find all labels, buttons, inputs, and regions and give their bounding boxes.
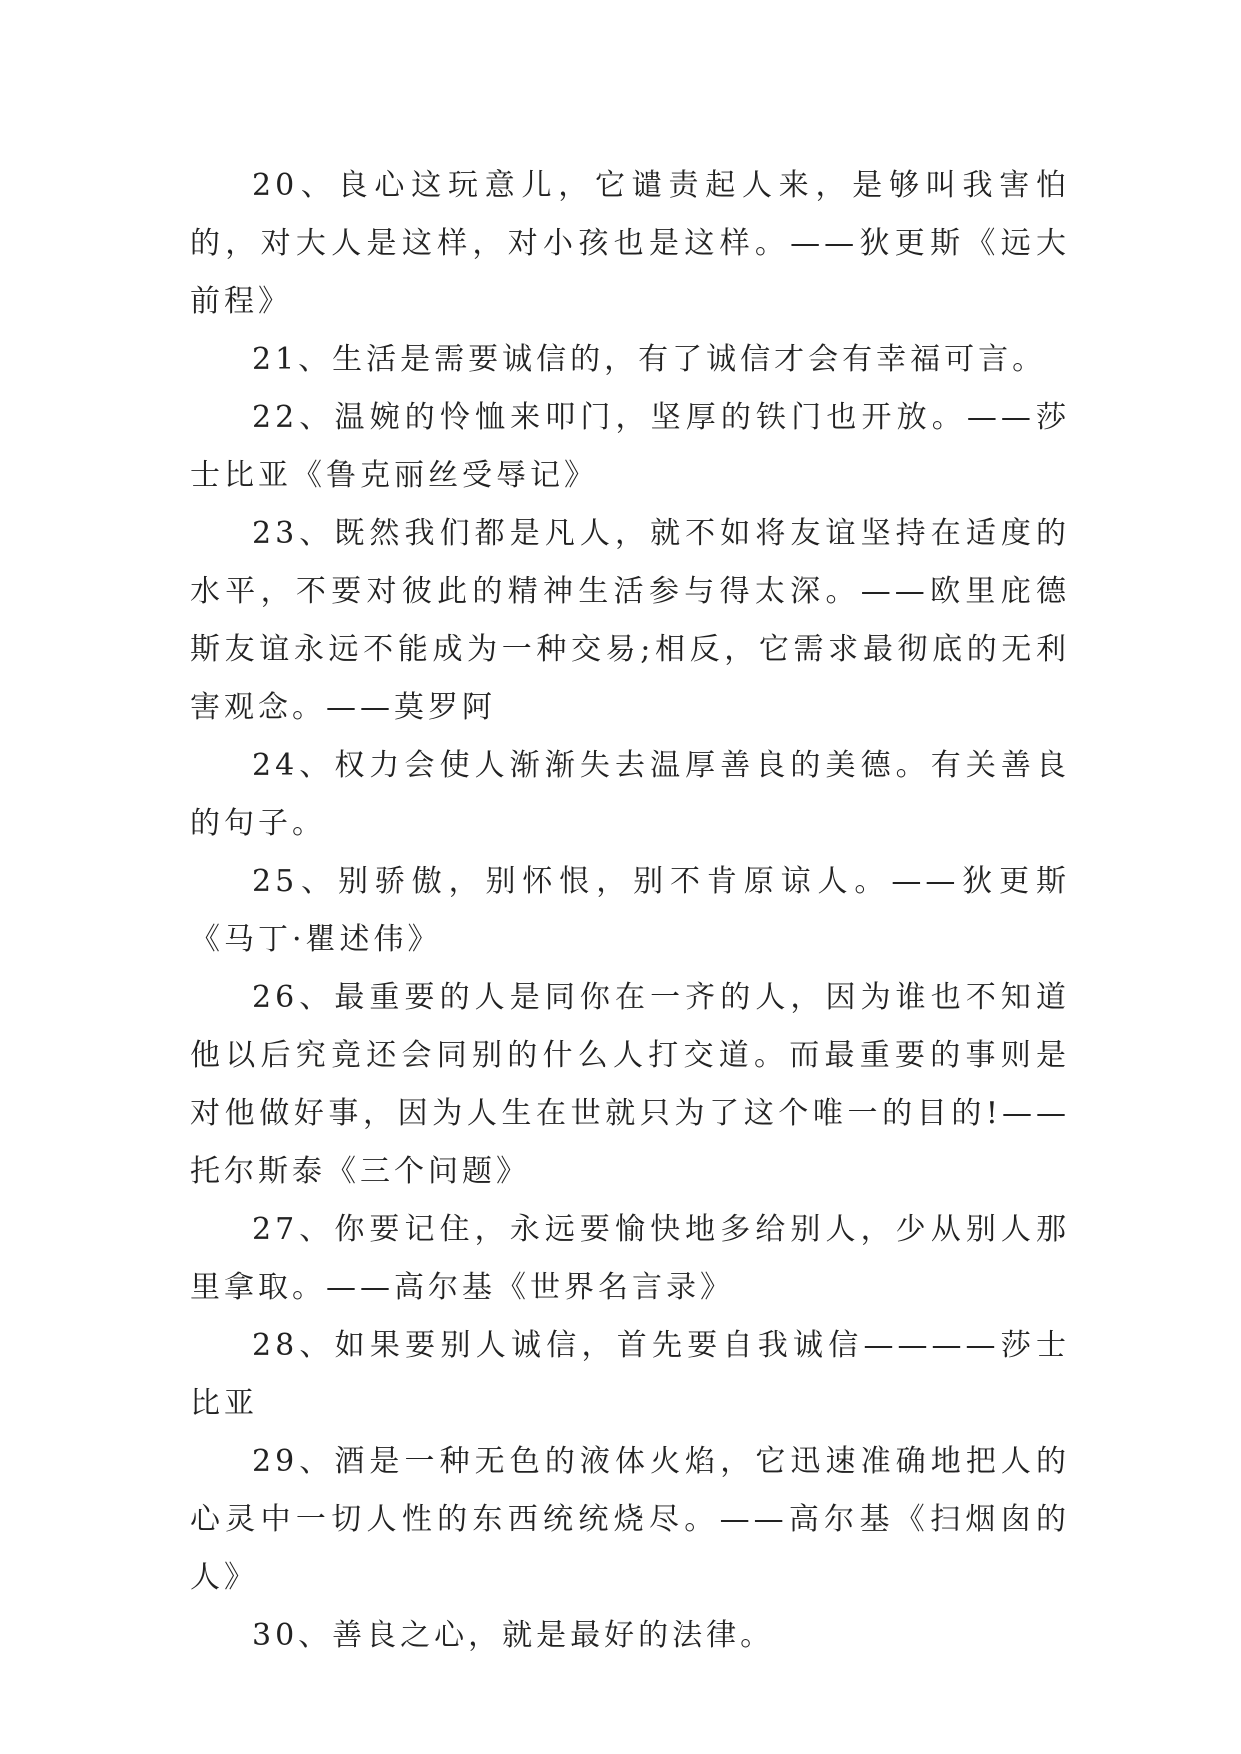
paragraph-26: 26、最重要的人是同你在一齐的人，因为谁也不知道他以后究竟还会同别的什么人打交道。而最重要的事则是对他做好事，因为人生在世就只为了这个唯一的目的!——托尔斯泰《三个问题》 — [190, 980, 1070, 1189]
paragraph-23: 23、既然我们都是凡人，就不如将友谊坚持在适度的水平，不要对彼此的精神生活参与得太深。——欧里庇德斯友谊永远不能成为一种交易;相反，它需求最彻底的无利害观念。——莫罗阿 — [190, 516, 1070, 725]
paragraph-21: 21、生活是需要诚信的，有了诚信才会有幸福可言。 — [252, 342, 1047, 377]
paragraph-27: 27、你要记住，永远要愉快地多给别人，少从别人那里拿取。——高尔基《世界名言录》 — [190, 1212, 1070, 1305]
paragraph-24: 24、权力会使人渐渐失去温厚善良的美德。有关善良的句子。 — [190, 748, 1070, 841]
document-body — [190, 157, 1070, 1665]
paragraph-20: 20、良心这玩意儿，它谴责起人来，是够叫我害怕的，对大人是这样，对小孩也是这样。——狄更斯《远大前程》 — [190, 168, 1070, 319]
paragraph-22: 22、温婉的怜恤来叩门，坚厚的铁门也开放。——莎士比亚《鲁克丽丝受辱记》 — [190, 400, 1070, 493]
paragraph-28: 28、如果要别人诚信，首先要自我诚信————莎士比亚 — [190, 1328, 1070, 1421]
paragraph-25: 25、别骄傲，别怀恨，别不肯原谅人。——狄更斯《马丁·瞿述伟》 — [190, 864, 1070, 957]
paragraph-30: 30、善良之心，就是最好的法律。 — [252, 1618, 775, 1653]
paragraph-29: 29、酒是一种无色的液体火焰，它迅速准确地把人的心灵中一切人性的东西统统烧尽。——高尔基《扫烟囱的人》 — [190, 1444, 1070, 1595]
